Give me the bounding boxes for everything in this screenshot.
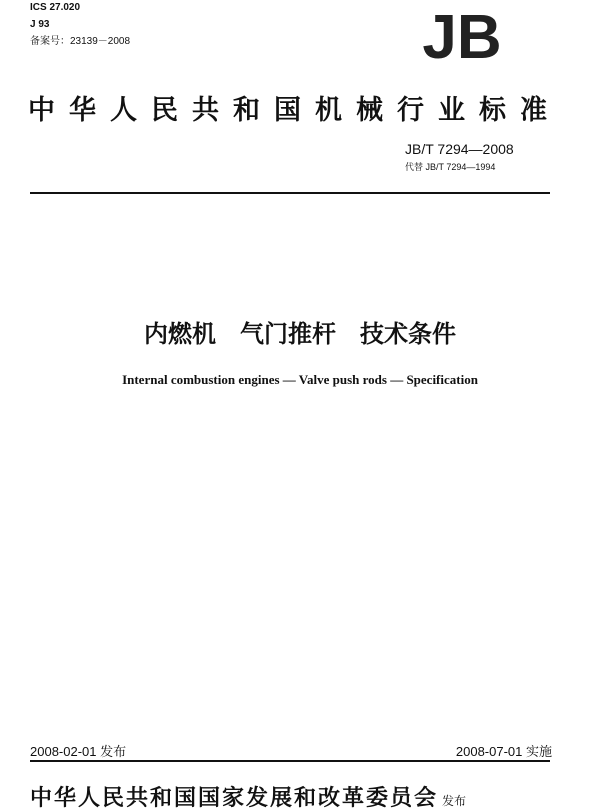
standard-code: JB/T 7294—2008 bbox=[405, 141, 514, 157]
filing-number: 备案号：23139－2008 bbox=[30, 36, 131, 47]
bottom-divider bbox=[30, 760, 550, 762]
issuer-name: 中华人民共和国国家发展和改革委员会 bbox=[30, 786, 439, 811]
ics-code: ICS 27.020 bbox=[30, 2, 81, 13]
top-divider bbox=[30, 192, 550, 194]
implementation-date: 2008-07-01 实施 bbox=[455, 744, 552, 759]
issuer-suffix: 发布 bbox=[442, 794, 467, 808]
jb-logo bbox=[402, 6, 522, 66]
replaced-standard: 代替 JB/T 7294—1994 bbox=[405, 162, 496, 172]
issue-date: 2008-02-01 发布 bbox=[30, 744, 127, 759]
standard-organization: 中华人民共和国机械行业标准 bbox=[28, 95, 561, 126]
classification-code: J 93 bbox=[30, 19, 50, 30]
issuing-authority bbox=[30, 781, 466, 812]
title-chinese: 内燃机 气门推杆 技术条件 bbox=[144, 320, 456, 348]
title-english: Internal combustion engines — Valve push rods — Specification bbox=[122, 372, 478, 387]
jb-logo-text: JB bbox=[422, 6, 502, 66]
